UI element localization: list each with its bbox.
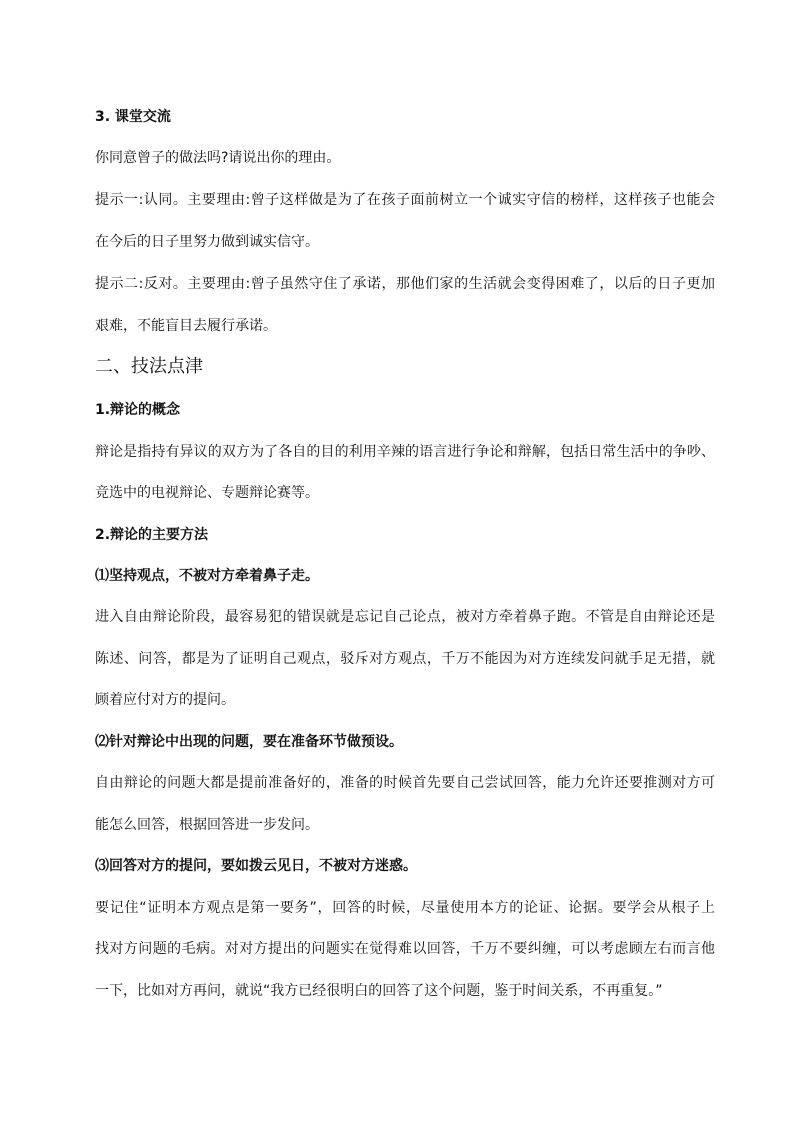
- method3-line-2: 找对方问题的毛病。对对方提出的问题实在觉得难以回答，千万不要纠缠，可以考虑顾左右而言他: [95, 941, 715, 957]
- hint1-line-1: 提示一:认同。主要理由:曾子这样做是为了在孩子面前树立一个诚实守信的榜样，这样孩子也能会: [95, 192, 715, 208]
- method2-line-1: 自由辩论的问题大都是提前准备好的，准备的时候首先要自己尝试回答，能力允许还要推测对方可: [95, 775, 715, 791]
- question-text: 你同意曾子的做法吗?请说出你的理由。: [95, 150, 341, 166]
- methods-heading: 2.辩论的主要方法: [95, 527, 209, 543]
- method1-line-2: 陈述、问答，都是为了证明自己观点，驳斥对方观点，千万不能因为对方连续发问就手足无措，就: [95, 651, 715, 667]
- concept-line-1: 辩论是指持有异议的双方为了各自的目的利用辛辣的语言进行争论和辩解，包括日常生活中的争吵、: [95, 444, 715, 460]
- hint1-line-2: 在今后的日子里努力做到诚实信守。: [95, 234, 319, 250]
- method3-line-3: 一下，比如对方再问，就说“我方已经很明白的回答了这个问题，鉴于时间关系，不再重复。”: [95, 983, 663, 999]
- method1-heading: ⑴坚持观点，不被对方牵着鼻子走。: [95, 568, 319, 584]
- concept-line-2: 竞选中的电视辩论、专题辩论赛等。: [95, 485, 319, 501]
- hint2-line-2: 艰难，不能盲目去履行承诺。: [95, 318, 277, 334]
- method1-line-3: 顾着应付对方的提问。: [95, 692, 235, 708]
- method1-line-1: 进入自由辩论阶段，最容易犯的错误就是忘记自己论点，被对方牵着鼻子跑。不管是自由辩论还是: [95, 609, 715, 625]
- section3-heading: 3. 课堂交流: [95, 109, 171, 125]
- method3-heading: ⑶回答对方的提问，要如拨云见日，不被对方迷惑。: [95, 858, 417, 874]
- method2-heading: ⑵针对辩论中出现的问题，要在准备环节做预设。: [95, 734, 403, 750]
- method3-line-1: 要记住“证明本方观点是第一要务”，回答的时候，尽量使用本方的论证、论据。要学会从根子上: [95, 900, 715, 916]
- method2-line-2: 能怎么回答，根据回答进一步发问。: [95, 817, 319, 833]
- concept-heading: 1.辩论的概念: [95, 402, 181, 418]
- hint2-line-1: 提示二:反对。主要理由:曾子虽然守住了承诺，那他们家的生活就会变得困难了，以后的日子更加: [95, 276, 715, 292]
- part2-heading: 二、技法点津: [95, 356, 203, 377]
